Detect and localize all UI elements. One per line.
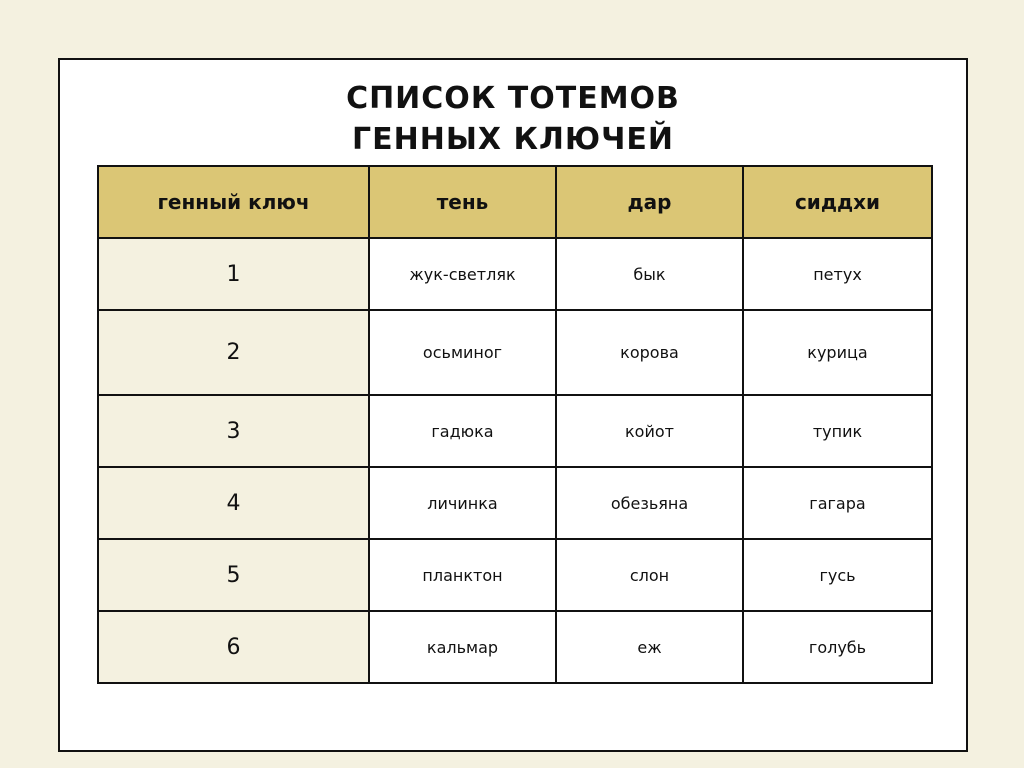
totems-table xyxy=(97,165,933,684)
table-header-row xyxy=(98,166,932,238)
shadow-cell: планктон xyxy=(369,539,556,611)
table-row xyxy=(98,238,932,310)
shadow-cell: гадюка xyxy=(369,395,556,467)
header-siddhi: сиддхи xyxy=(743,166,932,238)
table-row xyxy=(98,310,932,395)
siddhi-cell: курица xyxy=(743,310,932,395)
header-gift: дар xyxy=(556,166,743,238)
gift-cell: корова xyxy=(556,310,743,395)
siddhi-cell: тупик xyxy=(743,395,932,467)
header-gene-key: генный ключ xyxy=(98,166,369,238)
gene-key-cell: 4 xyxy=(98,467,369,539)
gift-cell: обезьяна xyxy=(556,467,743,539)
gift-cell: койот xyxy=(556,395,743,467)
table-row xyxy=(98,467,932,539)
gene-key-cell: 6 xyxy=(98,611,369,683)
gift-cell: слон xyxy=(556,539,743,611)
shadow-cell: осьминог xyxy=(369,310,556,395)
shadow-cell: жук-светляк xyxy=(369,238,556,310)
shadow-cell: личинка xyxy=(369,467,556,539)
title-line-2: ГЕННЫХ КЛЮЧЕЙ xyxy=(352,122,674,157)
siddhi-cell: голубь xyxy=(743,611,932,683)
siddhi-cell: петух xyxy=(743,238,932,310)
header-shadow: тень xyxy=(369,166,556,238)
gift-cell: еж xyxy=(556,611,743,683)
table-row xyxy=(98,611,932,683)
siddhi-cell: гусь xyxy=(743,539,932,611)
shadow-cell: кальмар xyxy=(369,611,556,683)
table-row xyxy=(98,395,932,467)
gene-key-cell: 3 xyxy=(98,395,369,467)
siddhi-cell: гагара xyxy=(743,467,932,539)
table-row xyxy=(98,539,932,611)
title-line-1: СПИСОК ТОТЕМОВ xyxy=(346,81,680,116)
gene-key-cell: 1 xyxy=(98,238,369,310)
page-title xyxy=(60,78,966,160)
gene-key-cell: 5 xyxy=(98,539,369,611)
gene-key-cell: 2 xyxy=(98,310,369,395)
gift-cell: бык xyxy=(556,238,743,310)
document-card xyxy=(58,58,968,752)
